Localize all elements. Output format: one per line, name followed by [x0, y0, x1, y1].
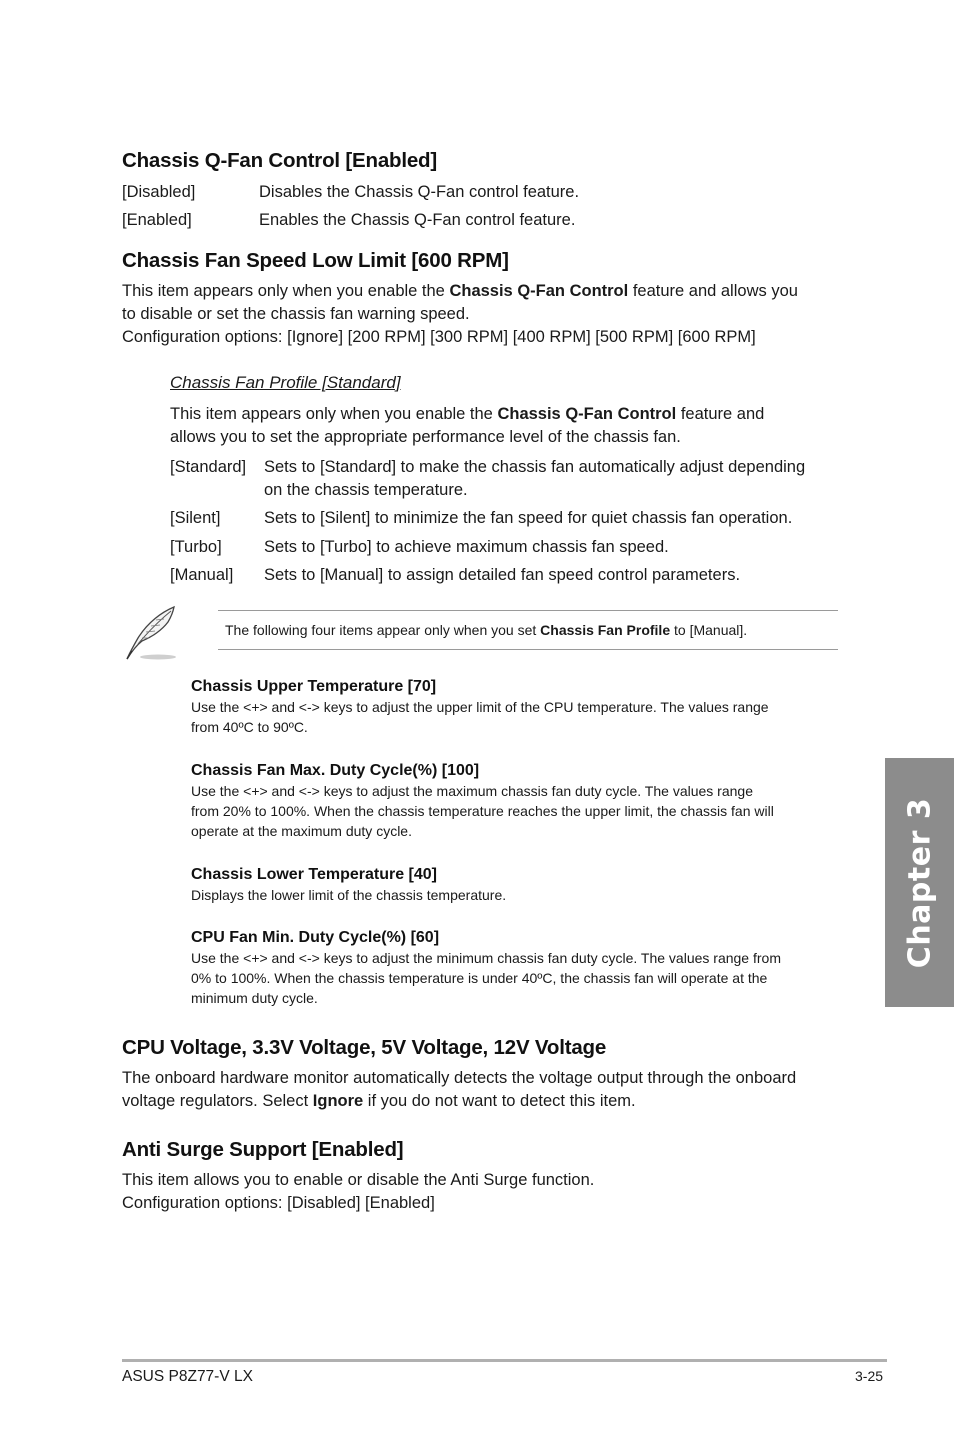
option-key: [Manual]: [170, 566, 234, 584]
manual-item-lower-temp: [191, 866, 841, 905]
item-line: operate at the maximum duty cycle.: [191, 823, 412, 839]
anti-surge-paragraph: [122, 1169, 852, 1215]
manual-item-upper-temp: [191, 678, 841, 737]
item-line: 0% to 100%. When the chassis temperature is under 40ºC, the chassis fan will operate at the: [191, 970, 768, 986]
bold-text: Chassis Q-Fan Control: [449, 282, 629, 300]
qfan-option-enabled: [122, 209, 842, 232]
note-bottom-divider: [218, 649, 838, 650]
item-line: Use the <+> and <-> keys to adjust the minimum chassis fan duty cycle. The values range from: [191, 950, 781, 966]
text: feature and: [676, 405, 765, 423]
footer-product: ASUS P8Z77-V LX: [122, 1368, 253, 1385]
chapter-tab: [885, 758, 954, 1007]
option-key: [Standard]: [170, 458, 247, 476]
profile-heading: Chassis Fan Profile [Standard]: [170, 373, 401, 392]
config-options: Configuration options: [Disabled] [Enabled]: [122, 1194, 435, 1212]
text: This item appears only when you enable the: [122, 282, 450, 300]
option-desc: Disables the Chassis Q-Fan control feature.: [259, 183, 580, 201]
option-desc-cont: on the chassis temperature.: [264, 481, 468, 499]
note-top-divider: [218, 610, 838, 611]
note-text: [225, 622, 747, 638]
voltage-heading: CPU Voltage, 3.3V Voltage, 5V Voltage, 12V Voltage: [122, 1036, 607, 1059]
profile-paragraph: [170, 403, 850, 449]
profile-option-standard: [170, 456, 850, 502]
option-desc: Sets to [Silent] to minimize the fan speed for quiet chassis fan operation.: [264, 509, 793, 527]
item-line: Displays the lower limit of the chassis temperature.: [191, 887, 507, 903]
text: The following four items appear only when you set: [225, 622, 541, 638]
bold-text: Ignore: [312, 1092, 364, 1110]
item-heading: Chassis Upper Temperature [70]: [191, 678, 437, 695]
profile-option-turbo: [170, 536, 850, 559]
item-line: from 40ºC to 90ºC.: [191, 719, 308, 735]
footer-divider: [122, 1359, 887, 1362]
footer-page-number: 3-25: [855, 1368, 884, 1384]
text: feature and allows you: [628, 282, 798, 300]
item-heading: Chassis Lower Temperature [40]: [191, 866, 438, 883]
option-desc: Enables the Chassis Q-Fan control feature.: [259, 211, 576, 229]
item-line: from 20% to 100%. When the chassis temperature reaches the upper limit, the chassis fan will: [191, 803, 774, 819]
text: This item allows you to enable or disable the Anti Surge function.: [122, 1171, 595, 1189]
item-heading: CPU Fan Min. Duty Cycle(%) [60]: [191, 929, 440, 946]
option-key: [Silent]: [170, 509, 221, 527]
bold-text: Chassis Q-Fan Control: [497, 405, 677, 423]
profile-option-manual: [170, 564, 850, 587]
item-line: Use the <+> and <-> keys to adjust the upper limit of the CPU temperature. The values range: [191, 699, 769, 715]
qfan-option-disabled: [122, 181, 842, 204]
item-line: minimum duty cycle.: [191, 990, 318, 1006]
text: voltage regulators. Select: [122, 1092, 313, 1110]
option-desc: Sets to [Manual] to assign detailed fan speed control parameters.: [264, 566, 741, 584]
qfan-heading: Chassis Q-Fan Control [Enabled]: [122, 149, 437, 172]
option-desc: Sets to [Turbo] to achieve maximum chassis fan speed.: [264, 538, 669, 556]
config-options: Configuration options: [Ignore] [200 RPM] [300 RPM] [400 RPM] [500 RPM] [600 RPM]: [122, 328, 756, 346]
voltage-paragraph: [122, 1067, 852, 1113]
text: to disable or set the chassis fan warning speed.: [122, 305, 470, 323]
speed-limit-heading: Chassis Fan Speed Low Limit [600 RPM]: [122, 249, 509, 272]
chapter-label: Chapter 3: [902, 797, 937, 968]
anti-surge-heading: Anti Surge Support [Enabled]: [122, 1138, 404, 1161]
text: allows you to set the appropriate performance level of the chassis fan.: [170, 428, 681, 446]
text: The onboard hardware monitor automatically detects the voltage output through the onboard: [122, 1069, 797, 1087]
option-desc: Sets to [Standard] to make the chassis fan automatically adjust depending: [264, 458, 806, 476]
item-line: Use the <+> and <-> keys to adjust the maximum chassis fan duty cycle. The values range: [191, 783, 753, 799]
option-key: [Turbo]: [170, 538, 222, 556]
feather-pen-icon: [122, 604, 180, 662]
option-key: [Disabled]: [122, 183, 196, 201]
manual-item-max-duty: [191, 762, 841, 841]
item-heading: Chassis Fan Max. Duty Cycle(%) [100]: [191, 762, 480, 779]
text: This item appears only when you enable the: [170, 405, 498, 423]
text: if you do not want to detect this item.: [363, 1092, 636, 1110]
profile-option-silent: [170, 507, 850, 530]
speed-limit-paragraph: [122, 280, 852, 349]
text: to [Manual].: [670, 622, 748, 638]
option-key: [Enabled]: [122, 211, 192, 229]
manual-item-min-duty: [191, 929, 841, 1008]
bold-text: Chassis Fan Profile: [540, 622, 671, 638]
